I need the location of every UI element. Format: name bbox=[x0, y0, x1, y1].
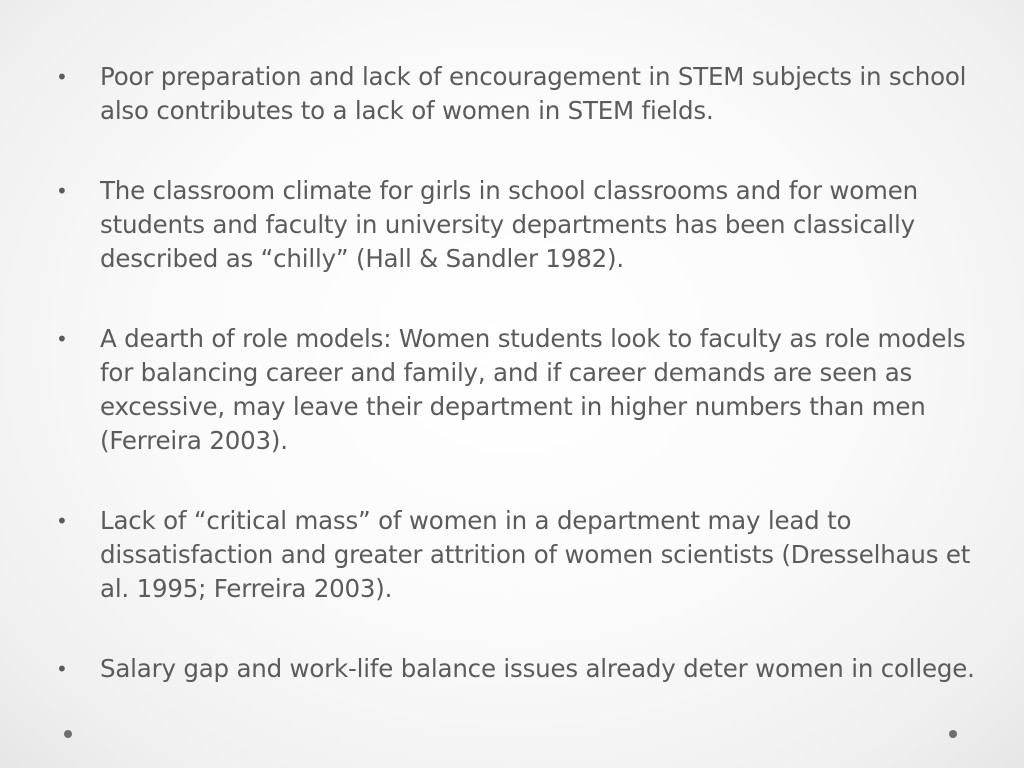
bullet-text: Poor preparation and lack of encouragement in STEM subjects in school also contributes to a lack of women in STEM fields. bbox=[100, 62, 967, 125]
decorative-dot-icon bbox=[64, 730, 72, 738]
bullet-item bbox=[56, 504, 976, 606]
bullet-text: Salary gap and work-life balance issues already deter women in college. bbox=[100, 654, 975, 683]
bullet-point-icon: • bbox=[56, 657, 68, 681]
bullet-point-icon: • bbox=[56, 327, 68, 351]
bullet-item bbox=[56, 652, 976, 686]
bullet-point-icon: • bbox=[56, 509, 68, 533]
bullet-item bbox=[56, 60, 976, 128]
bullet-point-icon: • bbox=[56, 179, 68, 203]
bullet-point-icon: • bbox=[56, 65, 68, 89]
decorative-dot-icon bbox=[949, 730, 957, 738]
bullet-text: A dearth of role models: Women students look to faculty as role models for balancing career and family, and if career demands are seen as excessive, may leave their department in higher numbers than men (Ferreira 2003). bbox=[100, 324, 966, 455]
bullet-item bbox=[56, 322, 976, 458]
bullet-item bbox=[56, 174, 976, 276]
bullet-text: Lack of “critical mass” of women in a department may lead to dissatisfaction and greater attrition of women scientists (Dresselhaus et al. 1995; Ferreira 2003). bbox=[100, 506, 971, 603]
bullet-list bbox=[56, 60, 976, 686]
bullet-text: The classroom climate for girls in school classrooms and for women students and faculty in university departments has been classically described as “chilly” (Hall & Sandler 1982). bbox=[100, 176, 918, 273]
